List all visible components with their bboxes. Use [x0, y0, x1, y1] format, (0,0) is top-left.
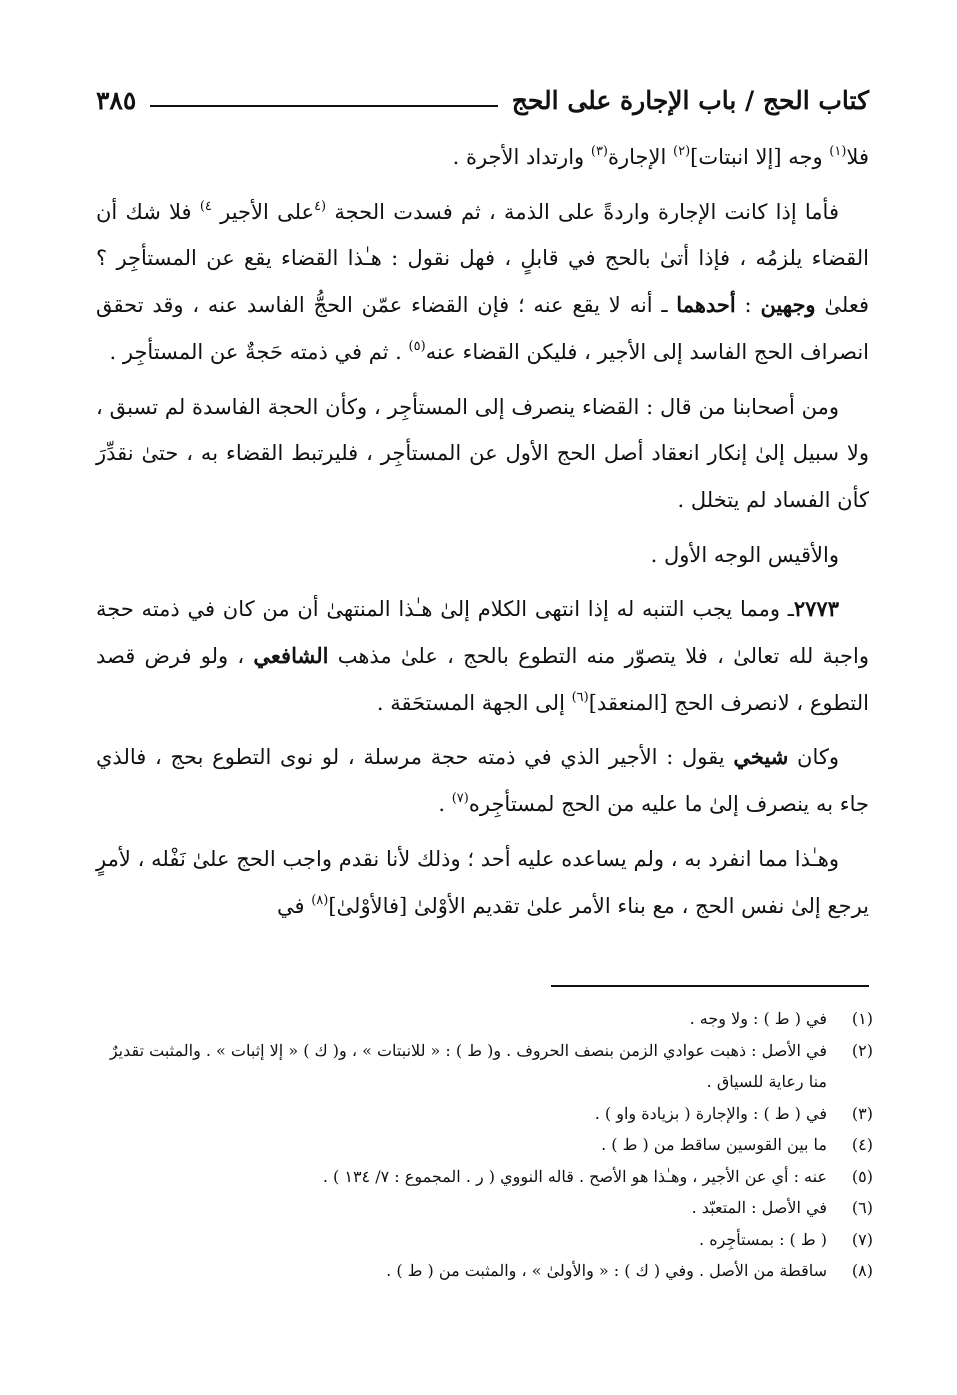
footnote-ref-3: (٣) — [590, 144, 608, 159]
header-rule — [150, 105, 497, 107]
footnote-number: (٣) — [851, 1103, 873, 1123]
paragraph-3: ومن أصحابنا من قال : القضاء ينصرف إلى المستأجِر ، وكأن الحجة الفاسدة لم تسبق ، ولا سبيل إلىٰ إنكار انعقاد أصل الحج الأول عن المستأجِر ، فليرتبط القضاء به ، حتىٰ نقدِّرَ كأن الفساد لم يتخلل . — [96, 394, 869, 512]
text-run: في — [277, 893, 312, 918]
footnote-number: (١) — [851, 1009, 873, 1028]
text-run: فلا شك أن القضاء يلزمُه ، فإذا أتىٰ بالحج في قابلٍ ، فهل نقول : هـٰذا القضاء يقع عن المستأجِر ؟ فعلىٰ — [96, 199, 869, 318]
paragraph-4: والأقيس الوجه الأول . — [650, 542, 839, 567]
footnote-2 — [96, 1035, 873, 1098]
footnote-number: (٥) — [851, 1166, 873, 1186]
text-run: وجه [إلا انبتات] — [690, 145, 830, 169]
text-run: على الأجير — [211, 199, 315, 224]
footnote-text: في الأصل : ذهبت عوادي الزمن بنصف الحروف . و( ط ) : « للانبتات » ، و( ك ) « إلا إثبات » . والمثبت تقديرٌ منا رعاية للسياق . — [109, 1040, 827, 1091]
text-run: ـ ومما يجب التنبه له إذا انتهى الكلام إلىٰ هـٰذا المنتهىٰ أن من كان في ذمته حجة واجبة لله تعالىٰ ، فلا يتصوّر منه التطوع بالحج ، علىٰ مذهب — [96, 597, 870, 669]
footnote-ref-2: (٢) — [673, 144, 691, 159]
footnote-5 — [96, 1161, 873, 1193]
text-run: وارتداد الأجرة . — [452, 145, 591, 169]
chapter-title: كتاب الحج / باب الإجارة على الحج — [511, 86, 869, 115]
footnote-text: في ( ط ) : ولا وجه . — [689, 1009, 827, 1028]
footnote-7 — [96, 1224, 873, 1256]
footnote-separator — [551, 985, 869, 987]
footnote-4 — [96, 1129, 873, 1161]
footnote-ref-5: (٥) — [408, 338, 426, 354]
footnote-number: (٨) — [851, 1261, 873, 1280]
footnote-1 — [96, 1003, 873, 1035]
footnotes — [96, 1003, 873, 1287]
footnote-3 — [96, 1098, 873, 1130]
main-text — [96, 134, 869, 937]
footnote-ref-1: (١) — [829, 144, 847, 159]
issue-number: ٢٧٧٣ — [793, 596, 839, 622]
footnote-text: ساقطة من الأصل . وفي ( ك ) : « والأولىٰ » ، والمثبت من ( ط ) . — [386, 1261, 827, 1280]
text-run: . ثم في ذمته حَجةٌ عن المستأجِر . — [109, 339, 409, 364]
paragraph-1 — [96, 134, 869, 181]
footnote-ref-8: (٨) — [311, 892, 329, 908]
footnote-number: (٤) — [851, 1135, 873, 1154]
text-run: وهـٰذا مما انفرد به ، ولم يساعده عليه أحد ؛ وذلك لأنا نقدم واجب الحج علىٰ نَفْله ، لأمرٍ يرجع إلىٰ نفس الحج ، مع بناء الأمر علىٰ تقديم الأوْلىٰ [فالأوْلىٰ] — [96, 846, 869, 918]
paragraph-2 — [96, 189, 869, 376]
bold-term: شيخي — [733, 744, 789, 770]
text-run: وكان — [788, 745, 839, 770]
paragraph-5 — [96, 586, 869, 726]
footnote-ref-4-open: (٤ — [314, 198, 327, 214]
page-number: ٣٨٥ — [96, 86, 137, 115]
text-run: يقول : الأجير الذي في ذمته حجة مرسلة ، لو نوى التطوع بحج ، فالذي جاء به ينصرف إلىٰ ما عليه من الحج لمستأجِره — [96, 745, 869, 817]
text-run: الإجارة — [608, 145, 674, 169]
footnote-text: ما بين القوسين ساقط من ( ط ) . — [601, 1135, 827, 1154]
footnote-number: (٧) — [851, 1229, 873, 1249]
footnote-text: عنه : أي عن الأجير ، وهـٰذا هو الأصح . قاله النووي ( ر . المجموع : ٧/ ١٣٤ ) . — [322, 1166, 827, 1186]
running-header — [96, 80, 869, 120]
text-run: . — [438, 792, 452, 817]
bold-term: وجهين — [760, 292, 816, 318]
footnote-ref-6: (٦) — [571, 689, 589, 705]
text-run: فأما إذا كانت الإجارة واردةً على الذمة ، ثم فسدت الحجة — [326, 199, 839, 224]
bold-term: الشافعي — [253, 643, 329, 669]
text-run: ـ أنه لا يقع عنه ؛ فإن القضاء عمّن الحجُّ الفاسد عنه ، وقد تحقق انصراف الحج الفاسد إلى الأجير ، فليكن القضاء عنه — [96, 293, 869, 364]
paragraph-7 — [96, 836, 869, 929]
footnote-8 — [96, 1255, 873, 1287]
text-run: : — [735, 293, 761, 318]
bold-term: أحدهما — [676, 292, 736, 318]
text-run: فلا — [846, 145, 869, 169]
footnote-ref-4-close: ٤) — [199, 198, 212, 214]
footnote-text: ( ط ) : بمستأجِره . — [699, 1229, 827, 1249]
footnote-6 — [96, 1192, 873, 1224]
footnote-number: (٦) — [851, 1198, 873, 1217]
text-run: ، ولو فرض قصد التطوع ، لانصرف الحج [المنعقد] — [96, 644, 869, 715]
footnote-text: في الأصل : المتعبّد . — [691, 1198, 827, 1217]
footnote-text: في ( ط ) : والإجارة ( بزيادة واو ) . — [594, 1103, 827, 1123]
paragraph-6 — [96, 734, 869, 827]
footnote-ref-7: (٧) — [451, 791, 469, 807]
text-run: إلى الجهة المستحَقة . — [376, 690, 572, 715]
footnote-number: (٢) — [851, 1040, 873, 1060]
